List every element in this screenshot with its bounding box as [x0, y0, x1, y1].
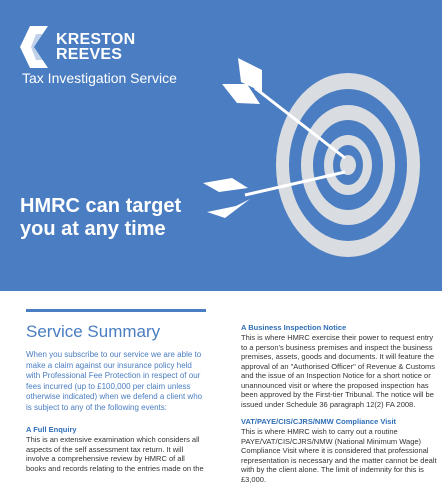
right-column: [241, 323, 437, 492]
full-enquiry-heading: A Full Enquiry: [26, 425, 77, 434]
divider-rule: [26, 309, 206, 312]
business-inspection-body: This is where HMRC exercise their power to request entry to a person's business premises and inspect the business premises, assets, goods and documents. It will feature the approval of an "Authorised Officer" of Revenue & Customs and the issue of an Inspection Notice for a short notice or unannounced visit or where the proposed inspection has been approved by the First-tier Tribunal. The notice will be issued under Schedule 36 paragraph 12(2) FA 2008.: [241, 333, 436, 409]
logo-wordmark-line1: KRESTON: [56, 31, 136, 48]
logo-wordmark-line2: REEVES: [56, 46, 123, 63]
left-column: [26, 309, 206, 481]
compliance-visit-body: This is where HMRC wish to carry out a routine PAYE/VAT/CIS/CJRS/NMW (National Minimum Wage) Compliance Visit where it is considered that professional representation is necessary and the matter cannot be dealt with by the client alone. The limit of indemnity for this is £3,000.: [241, 427, 437, 484]
compliance-visit-heading: VAT/PAYE/CIS/CJRS/NMW Compliance Visit: [241, 417, 397, 426]
headline-line1: HMRC can target: [20, 195, 182, 217]
kreston-reeves-logo: [20, 26, 135, 68]
full-enquiry-body: This is an extensive examination which considers all aspects of the self assessment tax return. It will involve a comprehensive review by HMRC of all books and records relating to the entries made on the: [26, 435, 204, 473]
headline-line2: you at any time: [20, 218, 166, 240]
logo-chevron-icon: [20, 26, 52, 68]
business-inspection-heading: A Business Inspection Notice: [241, 323, 347, 332]
summary-title: Service Summary: [26, 322, 161, 341]
summary-intro: When you subscribe to our service we are able to make a claim against our insurance policy held with Professional Fee Protection in respect of our fees incurred (up to £100,000 per claim unless otherwise indicated) when we defend a client who is subject to any of the following events:: [26, 350, 203, 412]
target-with-arrows-icon: [190, 50, 442, 290]
service-name: Tax Investigation Service: [22, 70, 177, 86]
